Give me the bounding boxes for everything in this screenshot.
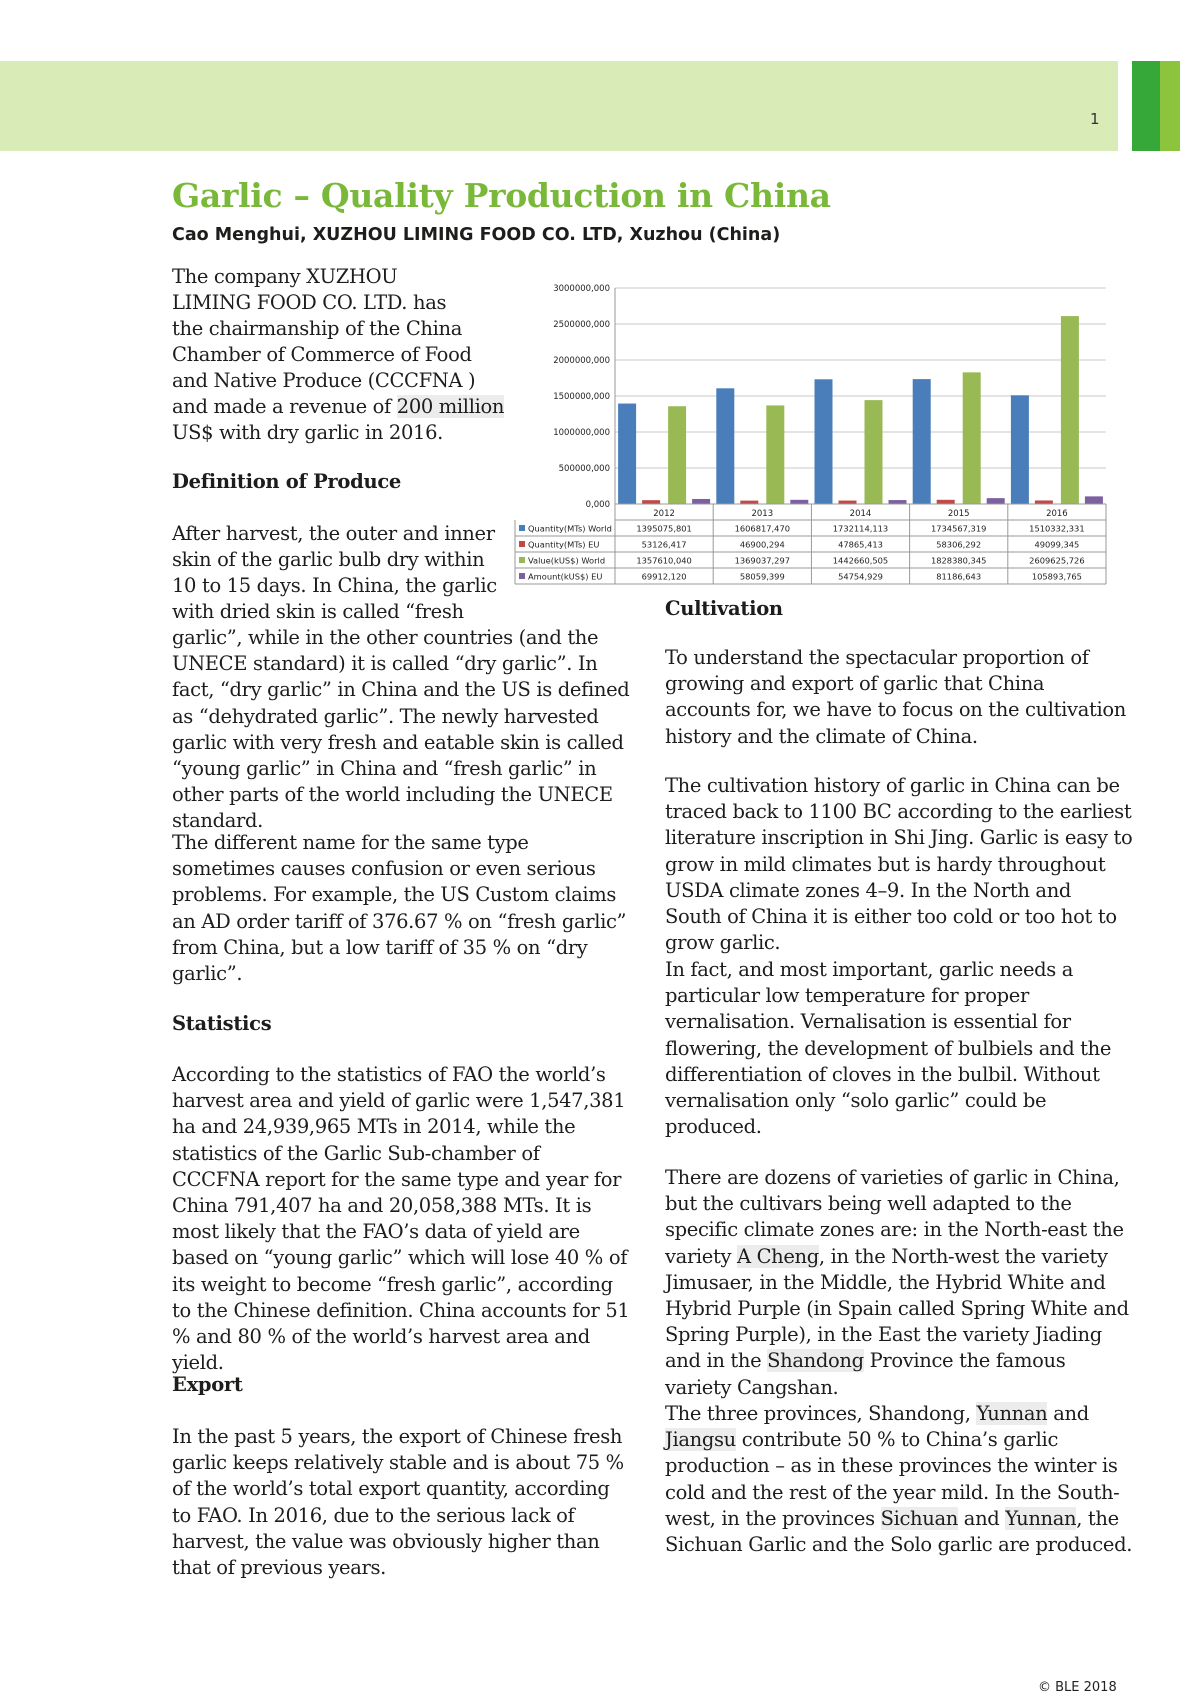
- data-label: 1734567,319: [930, 523, 987, 534]
- legend-swatch: [519, 541, 525, 547]
- header-band: [0, 61, 1118, 151]
- definition-line: After harvest, the outer and inner: [172, 522, 495, 545]
- data-label: 81186,643: [936, 571, 982, 582]
- intro-line: and Native Produce (CCCFNA ): [172, 369, 476, 392]
- data-label: 58306,292: [936, 539, 982, 550]
- cultivation-paragraph: There are dozens of varieties of garlic in China, but the cultivars being well adapted to the specific climate zones are: in the North-east the variety A Cheng, in the North-west the variety Jimusaer, in the Middle, the Hybrid White and Hybrid Purple (in Spain called Spring White and Spring Purple), in the East the variety Jiading and in the Shandong Province the famous variety Cangshan.: [665, 1166, 1129, 1399]
- intro-line: LIMING FOOD CO. LTD. has: [172, 291, 447, 314]
- bar: [618, 404, 636, 504]
- legend-entry: Amount(kUS$) EU: [528, 571, 603, 582]
- definition-line: with dried skin is called “fresh: [172, 600, 464, 623]
- cultivation-heading: Cultivation: [665, 597, 783, 620]
- cultivation-paragraph: To understand the spectacular proportion of growing and export of garlic that China accounts for, we have to focus on the cultivation history and the climate of China.: [665, 646, 1126, 748]
- bar: [889, 500, 907, 504]
- bar: [1035, 500, 1053, 504]
- y-tick-label: 2500000,000: [553, 320, 610, 330]
- highlight: Yunnan: [1005, 1506, 1077, 1530]
- statistics-paragraph: According to the statistics of FAO the world’s harvest area and yield of garlic were 1,547,381 ha and 24,939,965 MTs in 2014, while the statistics of the Garlic Sub-chamber of CCCFNA report for the same type and year for China 791,407 ha and 20,058,388 MTs. It is most likely that the FAO’s data of yield are based on “young garlic” which will lose 40 % of its weight to become “fresh garlic”, according to the Chinese definition. China accounts for 51 % and 80 % of the world’s harvest area and yield.: [172, 1063, 630, 1375]
- data-label: 1510332,331: [1029, 523, 1085, 534]
- data-label: 47865,413: [838, 539, 883, 550]
- data-label: 69912,120: [641, 571, 687, 582]
- highlight: Sichuan: [880, 1506, 958, 1530]
- data-label: 53126,417: [641, 539, 687, 550]
- x-tick-label: 2012: [653, 509, 675, 519]
- highlight: Yunnan: [976, 1402, 1048, 1425]
- legend-swatch: [519, 573, 525, 579]
- bar: [913, 379, 931, 504]
- export-heading: Export: [172, 1373, 243, 1396]
- definition-paragraph: The different name for the same type sometimes causes confusion or even serious problems. For example, the US Custom claims an AD order tariff of 376.67 % on “fresh garlic” from China, but a low tariff of 35 % on “dry garlic”.: [172, 831, 627, 986]
- x-tick-label: 2016: [1046, 509, 1068, 519]
- y-tick-label: 2000000,000: [553, 356, 610, 366]
- header-tab-dark: [1132, 61, 1160, 151]
- bar: [766, 405, 784, 504]
- highlight: 200 million: [396, 395, 505, 418]
- x-tick-label: 2013: [751, 509, 774, 519]
- author-line: Cao Menghui, XUZHOU LIMING FOOD CO. LTD, Xuzhou (China): [172, 225, 781, 245]
- data-label: 1828380,345: [930, 555, 987, 566]
- data-label: 46900,294: [739, 539, 785, 550]
- bar: [937, 500, 955, 504]
- bar: [642, 500, 660, 504]
- intro-line: and made a revenue of 200 million: [172, 395, 505, 418]
- legend-swatch: [519, 557, 525, 563]
- data-label: 1732114,113: [832, 523, 889, 534]
- bar: [668, 406, 686, 504]
- data-label: 58059,399: [739, 571, 785, 582]
- legend-entry: Value(kUS$) World: [528, 555, 606, 566]
- bar: [963, 372, 981, 504]
- highlight: Jiangsu: [665, 1428, 736, 1452]
- data-label: 54754,929: [838, 571, 883, 582]
- highlight: A Cheng: [737, 1244, 819, 1268]
- page-number: 1: [1090, 110, 1100, 128]
- bar: [1011, 395, 1029, 504]
- cultivation-paragraph: The three provinces, Shandong, Yunnan and Jiangsu contribute 50 % to China’s garlic production – as in these provinces the winter is cold and the rest of the year mild. In the South-west, in the provinces Sichuan and Yunnan, the Sichuan Garlic and the Solo garlic are produced.: [665, 1402, 1133, 1557]
- bar: [1085, 496, 1103, 504]
- legend-entry: Quantity(MTs) EU: [528, 539, 600, 550]
- page-title: Garlic – Quality Production in China: [172, 176, 831, 215]
- bar: [716, 388, 734, 504]
- bar: [865, 400, 883, 504]
- x-tick-label: 2014: [849, 509, 872, 519]
- intro-line: the chairmanship of the China: [172, 317, 462, 340]
- highlight: Shandong: [767, 1349, 864, 1373]
- bar: [815, 379, 833, 504]
- header-tab-light: [1160, 61, 1180, 151]
- legend-entry: Quantity(MTs) World: [528, 523, 612, 534]
- bar: [987, 498, 1005, 504]
- y-tick-label: 1500000,000: [553, 392, 610, 402]
- garlic-chart: [510, 272, 1110, 596]
- export-paragraph: In the past 5 years, the export of Chinese fresh garlic keeps relatively stable and is about 75 % of the world’s total export quantity, according to FAO. In 2016, due to the serious lack of harvest, the value was obviously higher than that of previous years.: [172, 1425, 624, 1580]
- data-label: 1357610,040: [636, 555, 692, 566]
- copyright: © BLE 2018: [1038, 1680, 1117, 1695]
- statistics-heading: Statistics: [172, 1012, 272, 1035]
- intro-line: Chamber of Commerce of Food: [172, 343, 472, 366]
- intro-line: The company XUZHOU: [172, 265, 398, 288]
- data-label: 49099,345: [1034, 539, 1080, 550]
- data-label: 1369037,297: [734, 555, 791, 566]
- y-tick-label: 1000000,000: [553, 428, 610, 438]
- definition-heading: Definition of Produce: [172, 470, 402, 493]
- y-tick-label: 500000,000: [558, 464, 610, 474]
- data-label: 1395075,801: [636, 523, 692, 534]
- data-label: 105893,765: [1031, 571, 1082, 582]
- intro-line: US$ with dry garlic in 2016.: [172, 421, 443, 444]
- bar: [740, 501, 758, 504]
- definition-line: 10 to 15 days. In China, the garlic: [172, 574, 497, 597]
- cultivation-paragraph: The cultivation history of garlic in China can be traced back to 1100 BC according to the earliest literature inscription in Shi Jing. Garlic is easy to grow in mild climates but is hardy throughout USDA climate zones 4–9. In the North and South of China it is either too cold or too hot to grow garlic.: [665, 774, 1133, 955]
- legend-swatch: [519, 525, 525, 531]
- y-tick-label: 0,000: [585, 500, 610, 510]
- data-label: 1606817,470: [734, 523, 791, 534]
- bar: [1061, 316, 1079, 504]
- definition-line: skin of the garlic bulb dry within: [172, 548, 485, 571]
- y-tick-label: 3000000,000: [553, 284, 610, 294]
- x-tick-label: 2015: [947, 509, 970, 519]
- data-label: 2609625,726: [1029, 555, 1085, 566]
- definition-paragraph: garlic”, while in the other countries (and the UNECE standard) it is called “dry garlic”. In fact, “dry garlic” in China and the US is defined as “dehydrated garlic”. The newly harvested garlic with very fresh and eatable skin is called “young garlic” in China and “fresh garlic” in other parts of the world including the UNECE standard.: [172, 626, 630, 833]
- data-label: 1442660,505: [832, 555, 889, 566]
- bar: [692, 499, 710, 504]
- chart-svg: [510, 272, 1110, 596]
- cultivation-paragraph: In fact, and most important, garlic needs a particular low temperature for proper vernalisation. Vernalisation is essential for flowering, the development of bulbiels and the differentiation of cloves in the bulbil. Without vernalisation only “solo garlic” could be produced.: [665, 958, 1112, 1139]
- bar: [839, 501, 857, 504]
- bar: [790, 500, 808, 504]
